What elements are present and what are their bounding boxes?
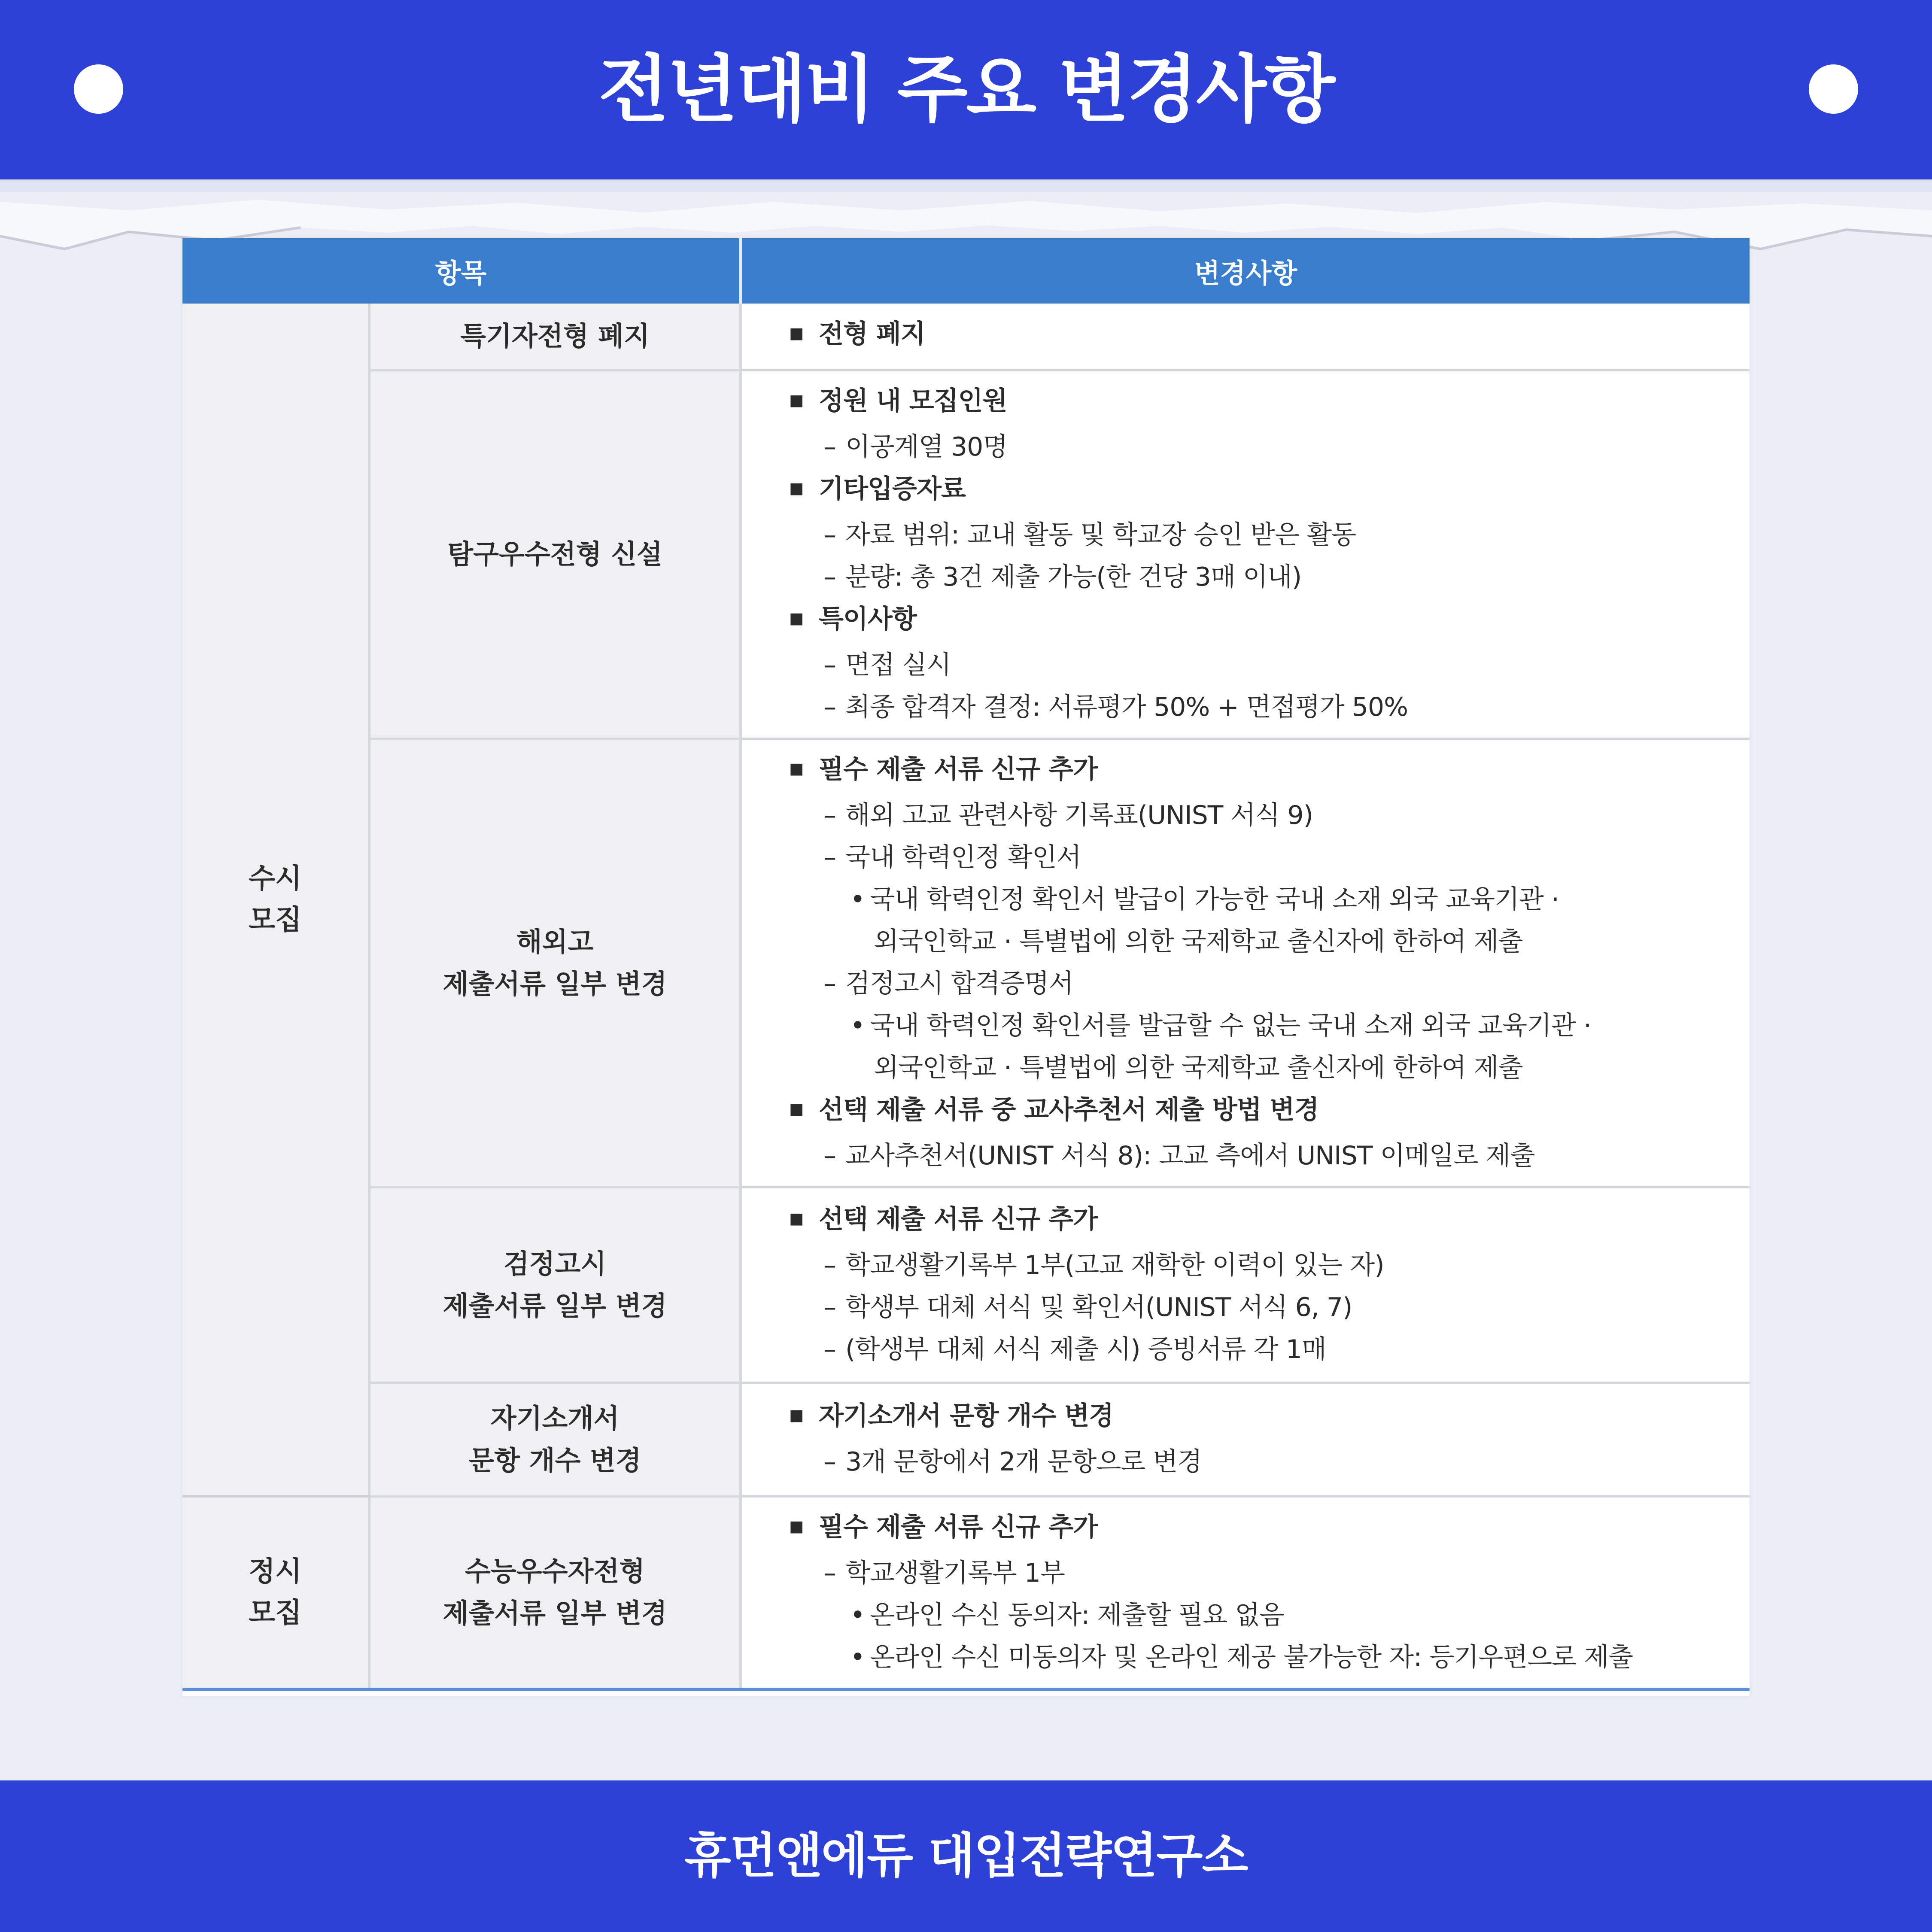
change-detail-cell bbox=[741, 304, 1750, 370]
group-label-line: 모집 bbox=[249, 904, 302, 936]
bullet-subitem: – 학생부 대체 서식 및 확인서(UNIST 서식 6, 7) bbox=[789, 1286, 1732, 1328]
bullet-subitem: • 국내 학력인정 확인서 발급이 가능한 국내 소재 외국 교육기관 · bbox=[789, 878, 1732, 920]
header-cell-changes: 변경사항 bbox=[741, 238, 1750, 304]
item-name-line: 자기소개서 bbox=[490, 1402, 620, 1434]
item-name-line: 해외고 bbox=[516, 926, 594, 957]
bullet-subitem: – 학교생활기록부 1부 bbox=[789, 1552, 1732, 1594]
changes-table bbox=[182, 238, 1750, 1691]
bullet-subitem: – 자료 범위: 교내 활동 및 학교장 승인 받은 활동 bbox=[789, 514, 1732, 556]
bullet-subitem: – 교사추천서(UNIST 서식 8): 고교 측에서 UNIST 이메일로 제출 bbox=[789, 1135, 1732, 1177]
bullet-heading: ■ 선택 제출 서류 신규 추가 bbox=[789, 1198, 1732, 1244]
bullet-subitem: – (학생부 대체 서식 제출 시) 증빙서류 각 1매 bbox=[789, 1328, 1732, 1370]
bullet-subitem: 외국인학교 · 특별법에 의한 국제학교 출신자에 한하여 제출 bbox=[874, 1052, 1523, 1083]
item-name-cell bbox=[369, 370, 741, 738]
bullet-heading: ■ 자기소개서 문항 개수 변경 bbox=[789, 1395, 1732, 1441]
table-row bbox=[182, 1496, 1750, 1689]
bullet-subitem: – 학교생활기록부 1부(고교 재학한 이력이 있는 자) bbox=[789, 1244, 1732, 1286]
table-row bbox=[182, 370, 1750, 738]
bullet-subitem: – 분량: 총 3건 제출 가능(한 건당 3매 이내) bbox=[789, 556, 1732, 598]
bullet-subitem: 외국인학교 · 특별법에 의한 국제학교 출신자에 한하여 제출 bbox=[874, 926, 1523, 957]
change-detail-cell bbox=[741, 370, 1750, 738]
bullet-subitem: – 최종 합격자 결정: 서류평가 50% + 면접평가 50% bbox=[789, 686, 1732, 728]
item-name-line: 문항 개수 변경 bbox=[468, 1444, 641, 1476]
bullet-subitem: – 이공계열 30명 bbox=[789, 426, 1732, 468]
bullet-heading: ■ 필수 제출 서류 신규 추가 bbox=[789, 1506, 1732, 1552]
item-name-line: 수능우수자전형 bbox=[465, 1555, 645, 1587]
changes-table-container bbox=[182, 238, 1750, 1696]
bullet-heading: ■ 전형 폐지 bbox=[789, 313, 1732, 359]
header-cell-item: 항목 bbox=[182, 238, 741, 304]
bullet-subitem: • 온라인 수신 동의자: 제출할 필요 없음 bbox=[789, 1594, 1732, 1636]
table-row bbox=[182, 304, 1750, 370]
bullet-subitem: • 국내 학력인정 확인서를 발급할 수 없는 국내 소재 외국 교육기관 · bbox=[789, 1005, 1732, 1047]
item-name-line: 제출서류 일부 변경 bbox=[443, 1290, 667, 1321]
bullet-subitem: – 면접 실시 bbox=[789, 644, 1732, 686]
page-title: 전년대비 주요 변경사항 bbox=[598, 47, 1334, 132]
bullet-heading: ■ 선택 제출 서류 중 교사추천서 제출 방법 변경 bbox=[789, 1089, 1732, 1135]
item-name-cell bbox=[369, 1187, 741, 1382]
change-detail-cell bbox=[741, 1187, 1750, 1382]
group-label-line: 정시 bbox=[249, 1556, 302, 1588]
item-name-cell bbox=[369, 304, 741, 370]
item-name-cell bbox=[369, 1382, 741, 1496]
bullet-subitem: – 국내 학력인정 확인서 bbox=[789, 836, 1732, 878]
bullet-heading: ■ 정원 내 모집인원 bbox=[789, 380, 1732, 426]
table-header-row bbox=[182, 238, 1750, 304]
footer-organization: 휴먼앤에듀 대입전략연구소 bbox=[684, 1828, 1248, 1884]
item-name-cell bbox=[369, 738, 741, 1187]
circle-dot-icon bbox=[1809, 64, 1858, 114]
change-detail-cell bbox=[741, 738, 1750, 1187]
table-row bbox=[182, 1382, 1750, 1496]
group-label-line: 수시 bbox=[249, 863, 302, 895]
item-name-line: 탐구우수전형 신설 bbox=[447, 538, 662, 570]
table-row bbox=[182, 1187, 1750, 1382]
bullet-heading: ■ 특이사항 bbox=[789, 598, 1732, 644]
group-label-cell bbox=[182, 1496, 369, 1689]
item-name-line: 특기자전형 폐지 bbox=[460, 320, 650, 352]
change-detail-cell bbox=[741, 1382, 1750, 1496]
bullet-subitem: – 검정고시 합격증명서 bbox=[789, 963, 1732, 1005]
header-bar bbox=[0, 0, 1932, 179]
table-body bbox=[182, 304, 1750, 1689]
bullet-subitem: – 해외 고교 관련사항 기록표(UNIST 서식 9) bbox=[789, 794, 1732, 836]
group-label-cell bbox=[182, 304, 369, 1496]
item-name-line: 제출서류 일부 변경 bbox=[443, 968, 667, 999]
item-name-line: 제출서류 일부 변경 bbox=[443, 1598, 667, 1629]
table-row bbox=[182, 738, 1750, 1187]
item-name-cell bbox=[369, 1496, 741, 1689]
bullet-subitem: • 온라인 수신 미동의자 및 온라인 제공 불가능한 자: 등기우편으로 제출 bbox=[789, 1636, 1732, 1678]
footer-bar bbox=[0, 1780, 1932, 1932]
item-name-line: 검정고시 bbox=[503, 1248, 607, 1279]
bullet-heading: ■ 기타입증자료 bbox=[789, 468, 1732, 514]
change-detail-cell bbox=[741, 1496, 1750, 1689]
bullet-heading: ■ 필수 제출 서류 신규 추가 bbox=[789, 748, 1732, 794]
group-label-line: 모집 bbox=[249, 1597, 302, 1629]
bullet-subitem: – 3개 문항에서 2개 문항으로 변경 bbox=[789, 1441, 1732, 1483]
